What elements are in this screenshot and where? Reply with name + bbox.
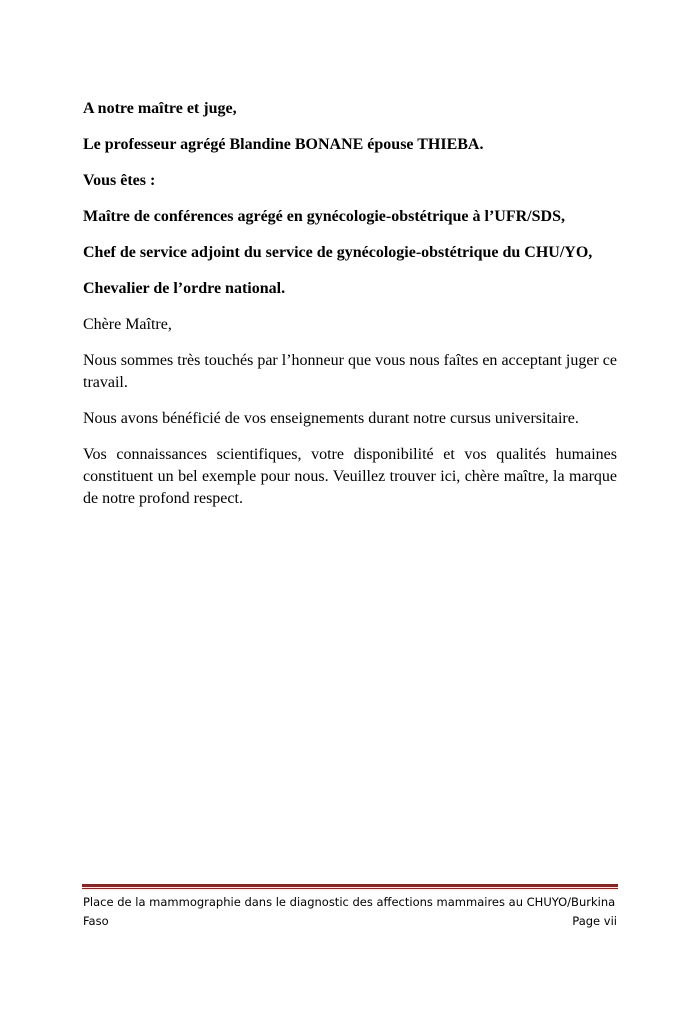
paragraph: Nous sommes très touchés par l’honneur que vous nous faîtes en acceptant juger ce travail. xyxy=(83,352,617,391)
footer-line2 xyxy=(83,912,617,931)
footer-title-line1: Place de la mammographie dans le diagnostic des affections mammaires au CHUYO/Burkina xyxy=(83,895,616,909)
page-footer xyxy=(83,893,617,931)
title-item: Maître de conférences agrégé en gynécologie-obstétrique à l’UFR/SDS, xyxy=(83,208,565,225)
dedication-heading: A notre maître et juge, xyxy=(83,100,237,117)
footer-divider-thin xyxy=(82,888,618,889)
paragraph: Vos connaissances scientifiques, votre disponibilité et vos qualités humaines constituent un bel exemple pour nous. Veuillez trouver ici, chère maître, la marque de notre profond respect. xyxy=(83,446,617,507)
paragraph: Nous avons bénéficié de vos enseignements durant notre cursus universitaire. xyxy=(83,410,579,427)
footer-divider xyxy=(82,884,618,887)
dedication-body xyxy=(83,98,617,524)
page-number: Page vii xyxy=(572,914,617,928)
title-item: Chef de service adjoint du service de gynécologie-obstétrique du CHU/YO, xyxy=(83,244,593,261)
salutation: Chère Maître, xyxy=(83,316,172,333)
title-item: Chevalier de l’ordre national. xyxy=(83,280,286,297)
professor-name: Le professeur agrégé Blandine BONANE épouse THIEBA. xyxy=(83,136,484,153)
titles-intro: Vous êtes : xyxy=(83,172,156,189)
footer-title-line2: Faso xyxy=(83,914,109,928)
